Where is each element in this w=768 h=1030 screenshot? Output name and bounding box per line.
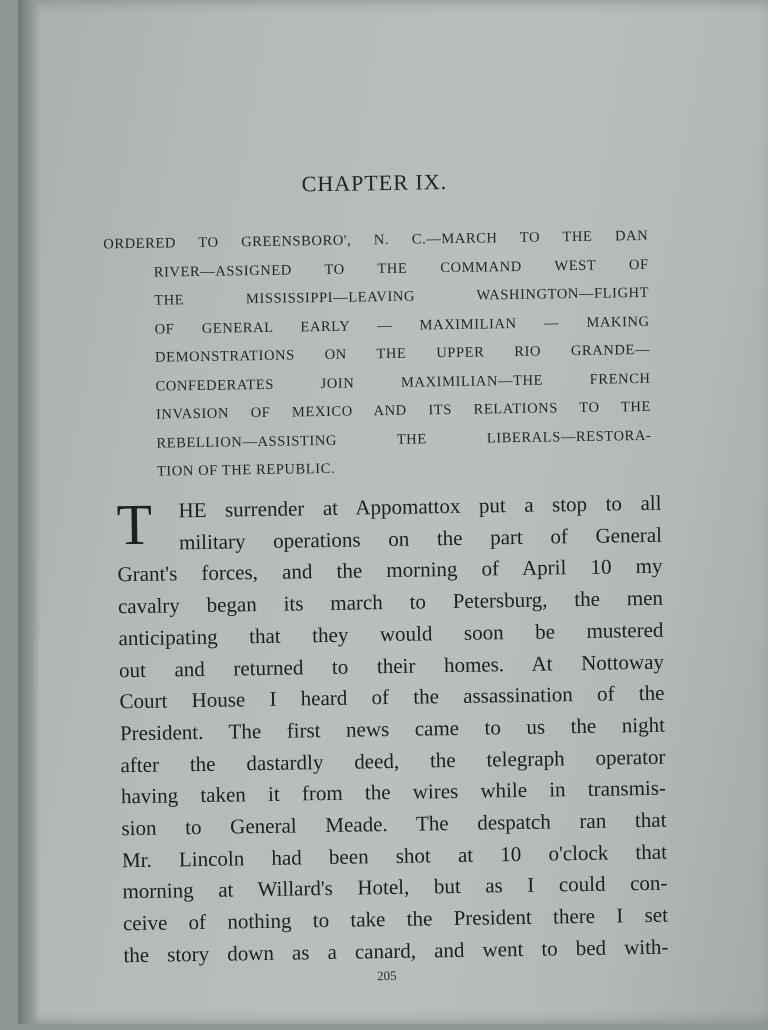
body-line: HE surrender at Appomattox put a stop to all bbox=[178, 490, 662, 523]
body-line: ceive of nothing to take the President there I set bbox=[122, 902, 669, 936]
synopsis-line: DEMONSTRATIONS ON THE UPPER RIO GRANDE— bbox=[154, 341, 651, 366]
body-line: President. The first news came to us the night bbox=[119, 712, 666, 746]
synopsis-line: TION OF THE REPUBLIC. bbox=[156, 460, 336, 480]
body-line: cavalry began its march to Petersburg, the men bbox=[117, 585, 664, 619]
body-line: morning at Willard's Hotel, but as I could con- bbox=[122, 871, 668, 904]
body-line: Court House I heard of the assassination of the bbox=[119, 680, 665, 714]
synopsis-line: ORDERED TO GREENSBORO', N. C.—MARCH TO THE DAN bbox=[103, 227, 649, 253]
body-line: military operations on the part of General bbox=[178, 522, 663, 555]
chapter-title: CHAPTER IX. bbox=[301, 169, 448, 197]
synopsis-line: INVASION OF MEXICO AND ITS RELATIONS TO THE bbox=[155, 398, 652, 423]
synopsis-line: THE MISSISSIPPI—LEAVING WASHINGTON—FLIGHT bbox=[154, 284, 650, 309]
body-line: having taken it from the wires while in transmis- bbox=[120, 776, 667, 809]
body-line: the story down as a canard, and went to bed with- bbox=[123, 934, 669, 968]
body-line: Grant's forces, and the morning of April 10 my bbox=[117, 554, 663, 587]
body-line: out and returned to their homes. At Nottoway bbox=[118, 649, 665, 682]
page-number: 205 bbox=[376, 967, 397, 984]
body-line: anticipating that they would soon be mustered bbox=[118, 617, 664, 651]
synopsis-line: REBELLION—ASSISTING THE LIBERALS—RESTORA- bbox=[156, 427, 652, 452]
body-line: after the dastardly deed, the telegraph operator bbox=[120, 744, 666, 777]
synopsis-line: RIVER—ASSIGNED TO THE COMMAND WEST OF bbox=[153, 256, 649, 281]
chapter-synopsis bbox=[103, 222, 652, 487]
synopsis-line: CONFEDERATES JOIN MAXIMILIAN—THE FRENCH bbox=[155, 370, 651, 395]
synopsis-line: OF GENERAL EARLY — MAXIMILIAN — MAKING bbox=[154, 313, 650, 338]
drop-cap: T bbox=[116, 491, 153, 558]
body-text bbox=[116, 488, 668, 972]
body-line: sion to General Meade. The despatch ran that bbox=[121, 807, 667, 841]
body-line: Mr. Lincoln had been shot at 10 o'clock that bbox=[121, 839, 668, 872]
